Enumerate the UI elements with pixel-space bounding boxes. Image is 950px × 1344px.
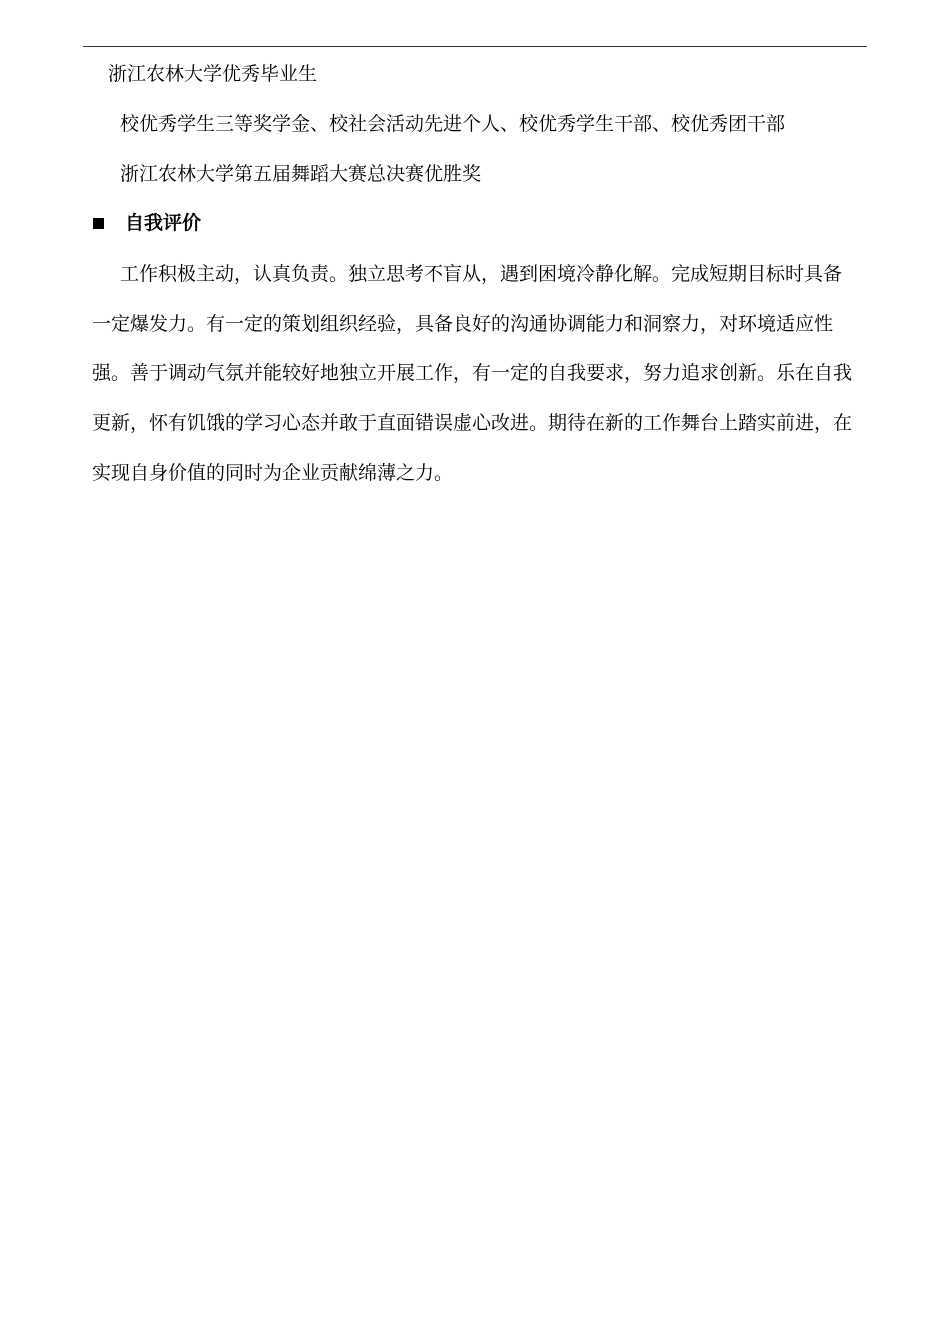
award-line-1: 浙江农林大学优秀毕业生 — [108, 63, 318, 85]
self-evaluation-line-2: 一定爆发力。有一定的策划组织经验，具备良好的沟通协调能力和洞察力，对环境适应性 — [92, 313, 834, 335]
self-evaluation-line-5: 实现自身价值的同时为企业贡献绵薄之力。 — [92, 462, 454, 484]
self-evaluation-line-4: 更新，怀有饥饿的学习心态并敢于直面错误虚心改进。期待在新的工作舞台上踏实前进，在 — [92, 412, 853, 434]
self-evaluation-line-1: 工作积极主动，认真负责。独立思考不盲从，遇到困境冷静化解。完成短期目标时具备 — [120, 263, 843, 285]
header-rule — [83, 46, 867, 47]
self-evaluation-line-3: 强。善于调动气氛并能较好地独立开展工作，有一定的自我要求，努力追求创新。乐在自我 — [92, 362, 853, 384]
self-evaluation-header — [92, 212, 201, 234]
award-line-3: 浙江农林大学第五届舞蹈大赛总决赛优胜奖 — [120, 163, 482, 185]
square-bullet-icon — [93, 218, 104, 229]
award-line-2: 校优秀学生三等奖学金、校社会活动先进个人、校优秀学生干部、校优秀团干部 — [120, 113, 786, 135]
section-title: 自我评价 — [125, 212, 202, 234]
